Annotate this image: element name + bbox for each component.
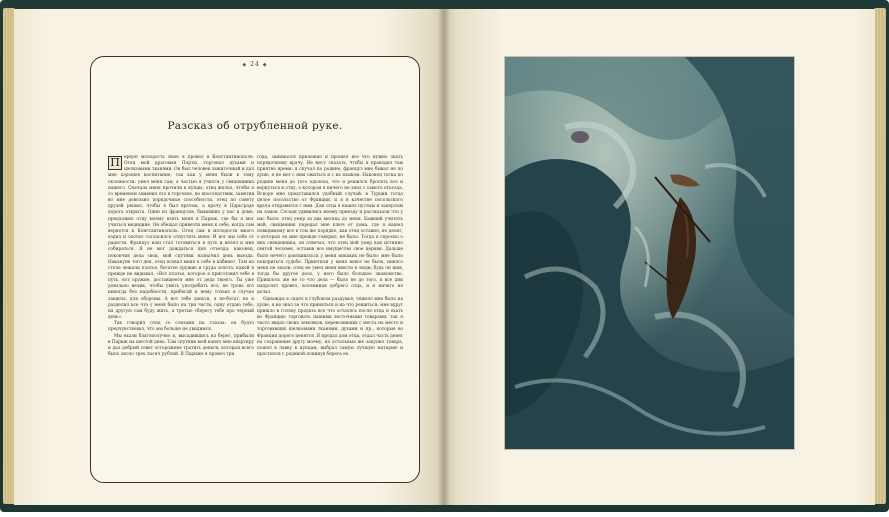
text-column-right: [257, 155, 403, 358]
left-ornament: ◆: [242, 62, 248, 68]
paragraph: Так говорил отец со слезами на глазах: он будто предчувствовал, что мы больше не увидимся.: [108, 321, 254, 333]
distant-ship-icon: [571, 131, 589, 143]
paragraph: Однажды я сидел в глубоком раздумье; тяжело мне было на душе, я не знал за что приняться и на что решиться; мне вдруг пришло в голову продать все что осталось после отца и ехать во Францию торговать нашими восточными товарами, так я часто видал своих земляков, перевозивших с места на место и торговавших шелковыми тканями, духами и пр., которые во Франции дорого ценятся. Я продал дом отца, отдал часть денег на сохранение другу моему, на остальные же закупил товара, пошел в лавку к купцам, выбрал самую лучшую материю и простился с родиной покинув берега ее.: [257, 296, 403, 357]
ship-wreck-painting: [505, 57, 794, 449]
right-ornament: ◆: [262, 62, 268, 68]
illustration: [504, 56, 795, 450]
spine-shadow: [438, 9, 450, 505]
text-frame: [90, 56, 420, 483]
text-column-left: [108, 155, 254, 358]
page-number-row: [91, 61, 419, 68]
paragraph: Мы ехали благополучно и, высадившись на берег, прибыли в Париж на шестой день. Там спутник мой нанял мне квартиру и дал добрый совет осторожнее тратить деньги, которых всего было около трех тысяч рублей. В Париже я провел три: [108, 333, 254, 357]
paragraph: года, занимался прилежно и прошел все что нужно знать порядочному врачу. Не могу сказать, чтобы я проводил там приятно время: я скучал по родине, француз мне бывал не по душе, я не мог с ним сжиться и с их языком. Наконец тоска по родине меня до того одолела, что я решился бросить все и вернуться к отцу, о котором я ничего не знал с самого отъезда. Вскоре мне представился удобный случай: в Турции тогда целое посольство от Франции, и я в качестве посольского врача отправился с ним. Дом отца я нашел пустым и запертым на замок. Соседи удивились моему приезду и рассказали что у нас было: отец умер за два месяца до меня. Бывший учитель мой, священник передал мне ключ от дома, где я нашел повидимому все в том же порядке, как отец оставил; но денег, о которых он мне прежде говорил, не было. Тогда я спросил о них священника; он отвечал, что отец мой умер как истинно святой человек, оставив все имущество свое церкви. Дальше было нечего доискиваться у меня никаких не было: мне было покориться судьбе. Приютили у меня вовсе не было, никого меня не знали, отец не умел меня ввести в люди; будь он жив, тогда бы другое дело, у него было большое знакомство. Пришлось же не то что дела — было не до того, я все дни напролет провел, вспоминая доброго отца, и я ничего не делал.: [257, 155, 403, 296]
page-number: 24: [250, 61, 260, 68]
right-gilt-edge: [874, 8, 886, 504]
paragraph-text: ервую молодость свою я провел в Константинополе. Отец мой драгоман Порты, торговал духами и шелковыми тканями. Он был человек зажиточный и дал мне хорошее воспитание, так как у меня были к тому склонности: умел меня сам, а частью я учился у священника нашего. Сначала меня прочили в купцы; отец желал, чтобы я со временем заменил его в торговле, но впоследствии, заметив во мне довольно порядочные способности, отец по совету друзей решил, чтобы я был врачом, а врачу в Царьграде дорога открыта. Один из французов, бывавших у нас в доме, предложил отцу моему взять меня в Париж, где бы я мог учиться медицине. Он обещал привезти меня к себе, когда сам вернется к Константинополь. Отец сам в молодости много ездил и охотно согласился отпустить меня. И вот мы себе от радости. Француз наш стал готовиться в путь и велел и мне собираться. Я не мог дождаться дня отъезда; наконец, покончив дела свои, мой спутник назначил день выезда. Накануне того дня, отец позвал меня к себе в кабинет. Там на столе лежали платье, богатое оружие и груда золота, какой я прежде не видывал. «Вот платье, которое я приготовил тебе в путь, вот оружие, доставшееся мне от деда твоего. Ты уже довольно велик, чтобы уметь употребить его; не тронь его никогда без надобности, прибегай к нему только в случае защиты, для обороны. А вот тебе деньги, я не-богат, но я разделил все что у меня было на три части, одну отдаю тебе, на другую сам буду жить, а третью сберегу тебе про черный день».: [108, 155, 254, 321]
left-page: [14, 9, 444, 505]
paragraph: [108, 155, 254, 321]
chapter-title: Разсказ об отрубленной руке.: [167, 120, 343, 132]
drop-cap: П: [108, 156, 122, 170]
